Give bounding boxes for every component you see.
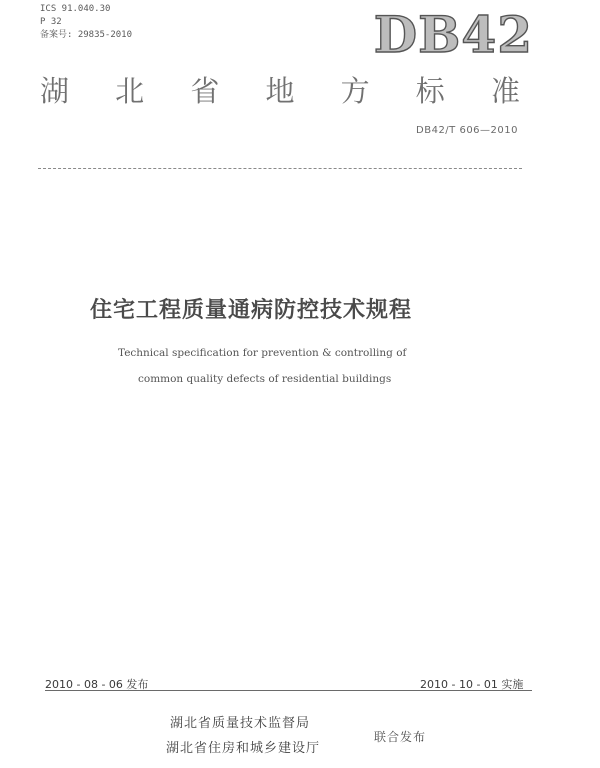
heading-char: 湖 — [40, 74, 70, 108]
document-title-english-line-2: common quality defects of residential buildings — [138, 373, 392, 385]
local-standard-heading — [40, 72, 520, 110]
joint-issue-label: 联合发布 — [374, 730, 427, 744]
classification-code: P 32 — [40, 17, 62, 27]
document-title-chinese: 住宅工程质量通病防控技术规程 — [90, 298, 413, 323]
record-number: 备案号: 29835-2010 — [40, 30, 133, 40]
heading-char: 方 — [340, 74, 370, 108]
header-divider — [38, 168, 522, 169]
issue-date: 2010 - 08 - 06 发布 — [45, 678, 149, 691]
standard-code-text: DB42 — [373, 8, 533, 64]
issuer-quality-bureau: 湖北省质量技术监督局 — [170, 716, 311, 731]
heading-char: 地 — [265, 74, 295, 108]
standard-number: DB42/T 606—2010 — [416, 125, 518, 136]
ics-code: ICS 91.040.30 — [40, 4, 111, 14]
date-divider — [45, 690, 532, 691]
heading-char: 标 — [415, 74, 445, 108]
issuer-housing-department: 湖北省住房和城乡建设厅 — [166, 741, 321, 756]
document-title-english-line-1: Technical specification for prevention & controlling of — [118, 347, 407, 359]
heading-char: 北 — [115, 74, 145, 108]
heading-char: 准 — [490, 74, 520, 108]
standard-code-logo — [365, 8, 535, 68]
implementation-date: 2010 - 10 - 01 实施 — [420, 678, 524, 691]
heading-char: 省 — [190, 74, 220, 108]
